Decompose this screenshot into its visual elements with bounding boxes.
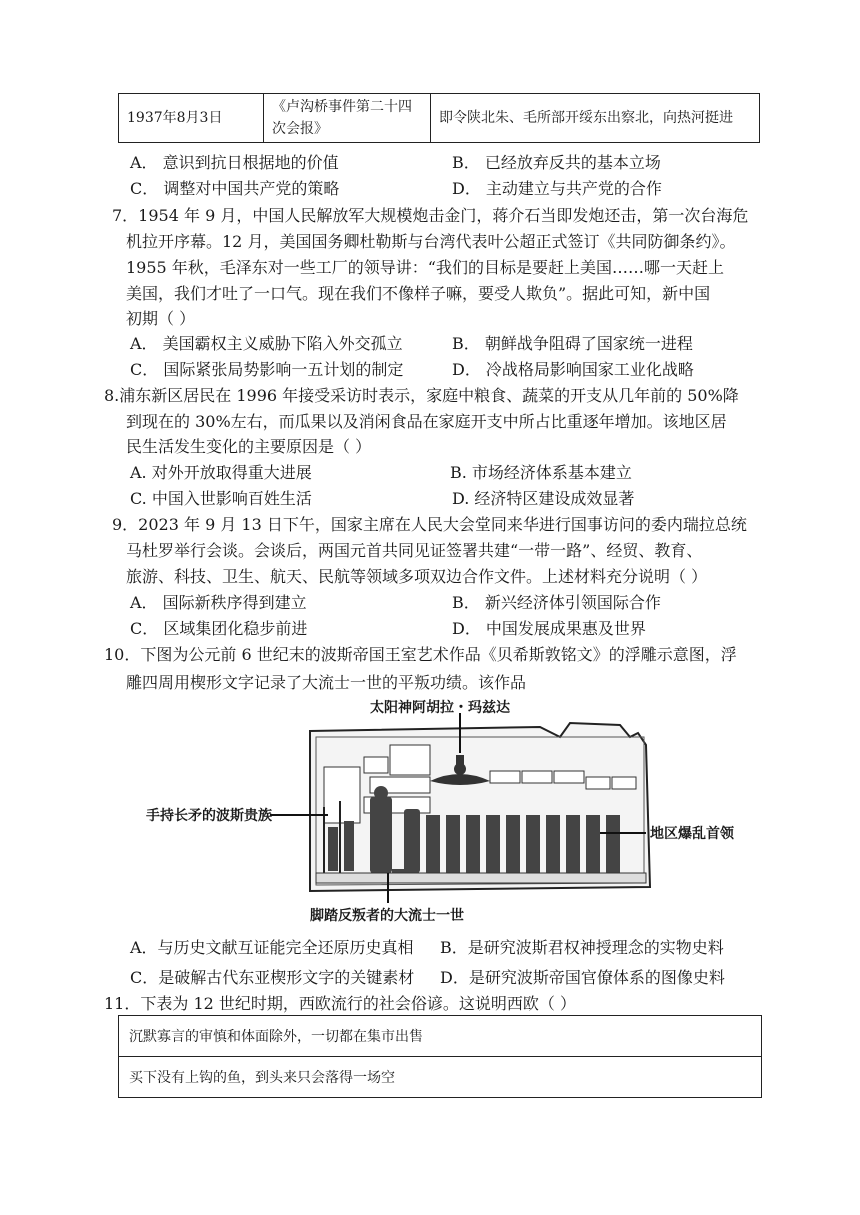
table-cell-source: 《卢沟桥事件第二十四次会报》 xyxy=(264,94,431,143)
figure-label-deity: 太阳神阿胡拉・玛兹达 xyxy=(370,700,510,716)
q6-option-a: A． 意识到抗日根据地的价值 xyxy=(130,153,339,172)
q7-line: 7．1954 年 9 月，中国人民解放军大规模炮击金门，蒋介石当即发炮还击，第一次台海危 xyxy=(112,206,749,225)
q9-option-d: D． 中国发展成果惠及世界 xyxy=(452,619,646,638)
table-cell: 买下没有上钩的鱼，到头来只会落得一场空 xyxy=(119,1057,762,1098)
top-table xyxy=(118,93,760,143)
q8-option-d: D. 经济特区建设成效显著 xyxy=(452,489,635,508)
q7-option-d: D． 冷战格局影响国家工业化战略 xyxy=(452,360,694,379)
q7-line: 初期（ ） xyxy=(126,309,196,328)
q9-line: 马杜罗举行会谈。会谈后，两国元首共同见证签署共建“一带一路”、经贸、教育、 xyxy=(126,541,703,560)
q7-line: 1955 年秋，毛泽东对一些工厂的领导讲：“我们的目标是要赶上美国……哪一天赶上 xyxy=(126,258,724,277)
q6-option-d: D． 主动建立与共产党的合作 xyxy=(452,179,662,198)
q9-line: 旅游、科技、卫生、航天、民航等领域多项双边合作文件。上述材料充分说明（ ） xyxy=(126,567,708,586)
q9-option-c: C． 区域集团化稳步前进 xyxy=(130,619,308,638)
q10-option-d: D．是研究波斯帝国官僚体系的图像史料 xyxy=(440,968,725,987)
table-row xyxy=(119,94,760,143)
q8-line: 到现在的 30%左右，而瓜果以及消闲食品在家庭开支中所占比重逐年增加。该地区居 xyxy=(126,412,727,431)
q7-line: 机拉开序幕。12 月，美国国务卿杜勒斯与台湾代表叶公超正式签订《共同防御条约》。 xyxy=(126,232,736,251)
q7-option-c: C． 国际紧张局势影响一五计划的制定 xyxy=(130,360,404,379)
q9-option-b: B． 新兴经济体引领国际合作 xyxy=(452,593,661,612)
q10-option-a: A．与历史文献互证能完全还原历史真相 xyxy=(130,938,414,957)
q7-option-a: A． 美国霸权主义威胁下陷入外交孤立 xyxy=(130,334,403,353)
q8-option-b: B. 市场经济体系基本建立 xyxy=(450,463,632,482)
q10-option-b: B．是研究波斯君权神授理念的实物史料 xyxy=(440,938,724,957)
inscription-panel xyxy=(390,745,430,775)
behistun-relief-figure xyxy=(146,697,734,925)
q10-option-c: C．是破解古代东亚楔形文字的关键素材 xyxy=(130,968,415,987)
table-row xyxy=(119,1057,762,1098)
q10-line: 10．下图为公元前 6 世纪末的波斯帝国王室艺术作品《贝希斯敦铭文》的浮雕示意图，浮 xyxy=(104,645,737,664)
q8-option-c: C. 中国入世影响百姓生活 xyxy=(130,489,312,508)
table-row xyxy=(119,1016,762,1057)
q8-option-a: A. 对外开放取得重大进展 xyxy=(130,463,312,482)
q11-proverb-table xyxy=(118,1015,762,1098)
q8-line: 8.浦东新区居民在 1996 年接受采访时表示，家庭中粮食、蔬菜的开支从几年前的 50%降 xyxy=(104,386,739,405)
q6-option-c: C． 调整对中国共产党的策略 xyxy=(130,179,340,198)
q6-option-b: B． 已经放弃反共的基本立场 xyxy=(452,153,661,172)
q9-line: 9．2023 年 9 月 13 日下午，国家主席在人民大会堂同来华进行国事访问的委内瑞拉总统 xyxy=(112,515,747,534)
q10-line: 雕四周用楔形文字记录了大流士一世的平叛功绩。该作品 xyxy=(126,673,527,692)
q8-line: 民生活发生变化的主要原因是（ ） xyxy=(126,437,372,456)
figure-label-noble: 手持长矛的波斯贵族 xyxy=(146,808,272,824)
figure-label-rebels: 地区爆乱首领 xyxy=(650,826,734,842)
q11-line: 11．下表为 12 世纪时期，西欧流行的社会俗谚。这说明西欧（ ） xyxy=(104,994,576,1013)
table-cell-date: 1937年8月3日 xyxy=(119,94,264,143)
q7-option-b: B． 朝鲜战争阻碍了国家统一进程 xyxy=(452,334,693,353)
q7-line: 美国，我们才吐了一口气。现在我们不像样子嘛，要受人欺负”。据此可知，新中国 xyxy=(126,284,711,303)
q9-option-a: A． 国际新秩序得到建立 xyxy=(130,593,307,612)
table-cell-content: 即令陕北朱、毛所部开绥东出察北，向热河挺进 xyxy=(431,94,760,143)
table-cell: 沉默寡言的审慎和体面除外，一切都在集市出售 xyxy=(119,1016,762,1057)
figure-label-darius: 脚踏反叛者的大流士一世 xyxy=(310,908,464,924)
